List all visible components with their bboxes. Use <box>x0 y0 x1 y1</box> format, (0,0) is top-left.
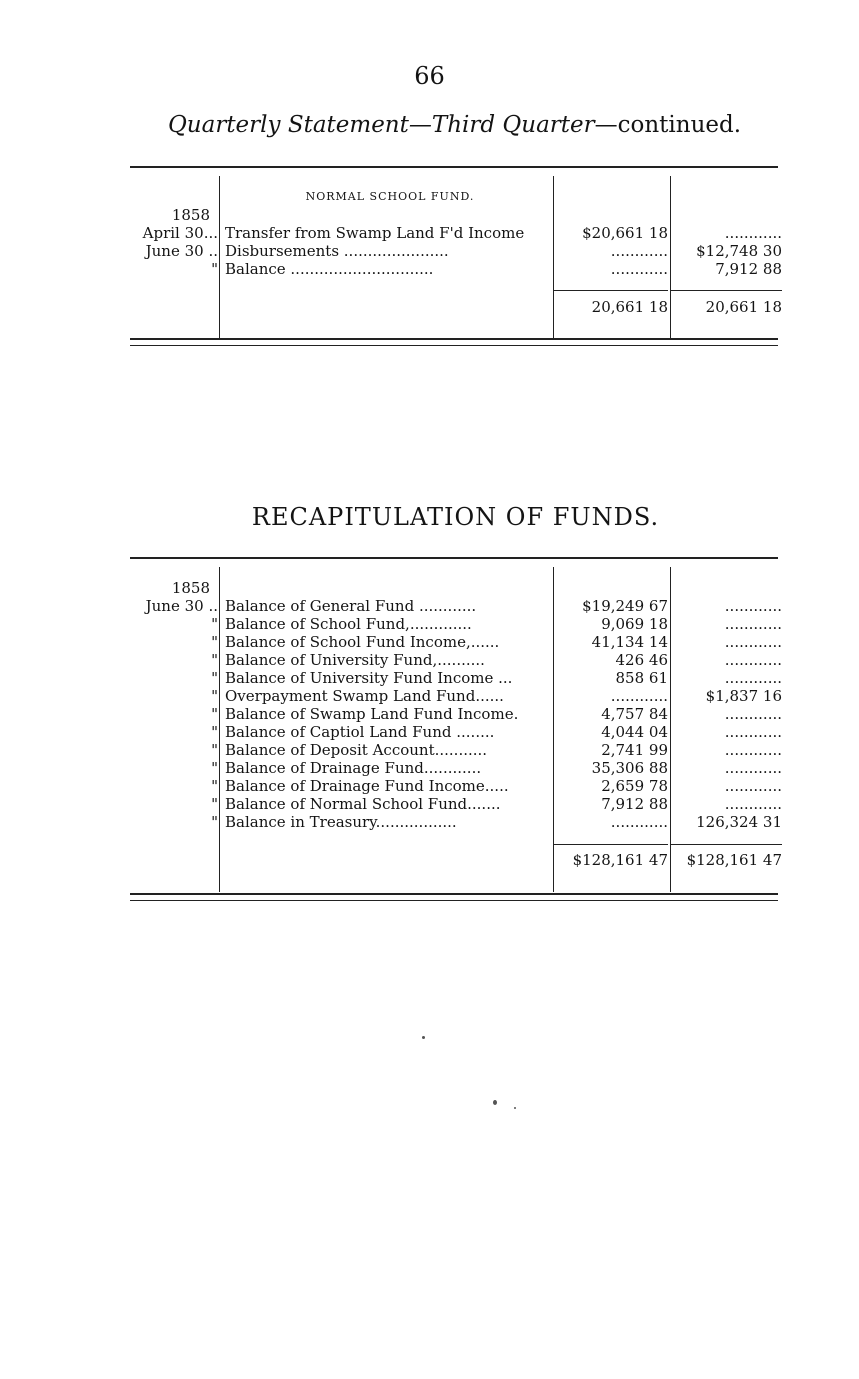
page-number: 66 <box>414 62 445 90</box>
scan-speck <box>493 1100 497 1105</box>
row-description: Balance .............................. <box>225 260 434 278</box>
row-debit: 426 46 <box>615 651 668 669</box>
ledger-row <box>130 597 782 616</box>
table-bottom-rule <box>130 338 778 346</box>
row-debit: 41,134 14 <box>591 633 668 651</box>
running-title-main: Quarterly Statement—Third Quarter <box>167 112 595 138</box>
totals-row <box>130 851 782 870</box>
ledger-row <box>130 795 782 814</box>
ledger-row <box>130 260 782 279</box>
row-debit: $20,661 18 <box>582 224 668 242</box>
row-date: " <box>211 795 218 813</box>
total-rule <box>554 290 668 291</box>
ledger-row <box>130 242 782 261</box>
ledger-row <box>130 705 782 724</box>
row-credit: $1,837 16 <box>705 687 782 705</box>
row-date: April 30... <box>142 224 218 242</box>
total-rule <box>671 290 782 291</box>
total-debit: $128,161 47 <box>572 851 668 869</box>
row-credit: ............ <box>724 669 782 687</box>
row-debit: ............ <box>610 242 668 260</box>
row-credit: ............ <box>724 741 782 759</box>
row-date: " <box>211 615 218 633</box>
row-description: Balance of Drainage Fund............ <box>225 759 482 777</box>
row-description: Balance of Captiol Land Fund ........ <box>225 723 495 741</box>
row-date: " <box>211 777 218 795</box>
row-credit: ............ <box>724 777 782 795</box>
recapitulation-table <box>130 557 782 905</box>
row-description: Disbursements ...................... <box>225 242 449 260</box>
ledger-row <box>130 633 782 652</box>
running-title-suffix: —continued. <box>594 112 742 138</box>
row-description: Balance in Treasury................. <box>225 813 457 831</box>
row-credit: ............ <box>724 597 782 615</box>
row-date: " <box>211 669 218 687</box>
row-debit: ............ <box>610 260 668 278</box>
row-date: " <box>211 651 218 669</box>
row-debit: 858 61 <box>615 669 668 687</box>
year-label: 1858 <box>171 579 210 597</box>
row-debit: ............ <box>610 813 668 831</box>
row-debit: 2,741 99 <box>601 741 668 759</box>
row-date: June 30 .. <box>145 242 218 260</box>
row-debit: ............ <box>610 687 668 705</box>
row-debit: 7,912 88 <box>601 795 668 813</box>
row-description: Balance of Drainage Fund Income..... <box>225 777 509 795</box>
row-debit: 2,659 78 <box>601 777 668 795</box>
total-debit: 20,661 18 <box>591 298 668 316</box>
ledger-row <box>130 813 782 832</box>
row-date: " <box>211 759 218 777</box>
running-title <box>0 112 859 138</box>
row-description: Balance of University Fund Income ... <box>225 669 513 687</box>
row-date: " <box>211 687 218 705</box>
row-date: " <box>211 633 218 651</box>
row-credit: ............ <box>724 759 782 777</box>
total-credit: 20,661 18 <box>705 298 782 316</box>
row-description: Balance of School Fund Income,...... <box>225 633 500 651</box>
row-credit: ............ <box>724 615 782 633</box>
ledger-row <box>130 224 782 243</box>
row-credit: ............ <box>724 633 782 651</box>
total-credit: $128,161 47 <box>686 851 782 869</box>
row-debit: 9,069 18 <box>601 615 668 633</box>
row-credit: $12,748 30 <box>696 242 782 260</box>
row-debit: $19,249 67 <box>582 597 668 615</box>
row-description: Balance of General Fund ............ <box>225 597 477 615</box>
row-credit: ............ <box>724 651 782 669</box>
row-date: " <box>211 741 218 759</box>
row-debit: 4,044 04 <box>601 723 668 741</box>
row-credit: ............ <box>724 795 782 813</box>
ledger-row <box>130 669 782 688</box>
ledger-row <box>130 615 782 634</box>
row-credit: ............ <box>724 705 782 723</box>
table-bottom-rule <box>130 893 778 901</box>
row-description: Balance of Swamp Land Fund Income. <box>225 705 519 723</box>
normal-school-fund-table <box>130 166 782 344</box>
ledger-row <box>130 741 782 760</box>
row-date: " <box>211 260 218 278</box>
ledger-row <box>130 651 782 670</box>
row-date: June 30 .. <box>145 597 218 615</box>
scan-speck <box>422 1036 425 1039</box>
row-date: " <box>211 813 218 831</box>
fund-heading: NORMAL SCHOOL FUND. <box>305 190 475 203</box>
total-rule <box>671 844 782 845</box>
total-rule <box>554 844 668 845</box>
row-debit: 4,757 84 <box>601 705 668 723</box>
row-credit: ............ <box>724 224 782 242</box>
row-debit: 35,306 88 <box>591 759 668 777</box>
ledger-row <box>130 723 782 742</box>
row-date: " <box>211 705 218 723</box>
scan-speck <box>514 1107 516 1109</box>
totals-row <box>130 298 782 317</box>
row-description: Overpayment Swamp Land Fund...... <box>225 687 504 705</box>
row-description: Transfer from Swamp Land F'd Income <box>225 224 525 242</box>
row-credit: ............ <box>724 723 782 741</box>
recapitulation-heading: RECAPITULATION OF FUNDS. <box>251 503 660 531</box>
row-description: Balance of School Fund,............. <box>225 615 472 633</box>
row-credit: 126,324 31 <box>696 813 782 831</box>
row-description: Balance of University Fund,.......... <box>225 651 485 669</box>
ledger-row <box>130 777 782 796</box>
year-label: 1858 <box>171 206 210 224</box>
ledger-row <box>130 687 782 706</box>
row-description: Balance of Normal School Fund....... <box>225 795 501 813</box>
row-credit: 7,912 88 <box>715 260 782 278</box>
ledger-row <box>130 759 782 778</box>
row-description: Balance of Deposit Account........... <box>225 741 488 759</box>
row-date: " <box>211 723 218 741</box>
